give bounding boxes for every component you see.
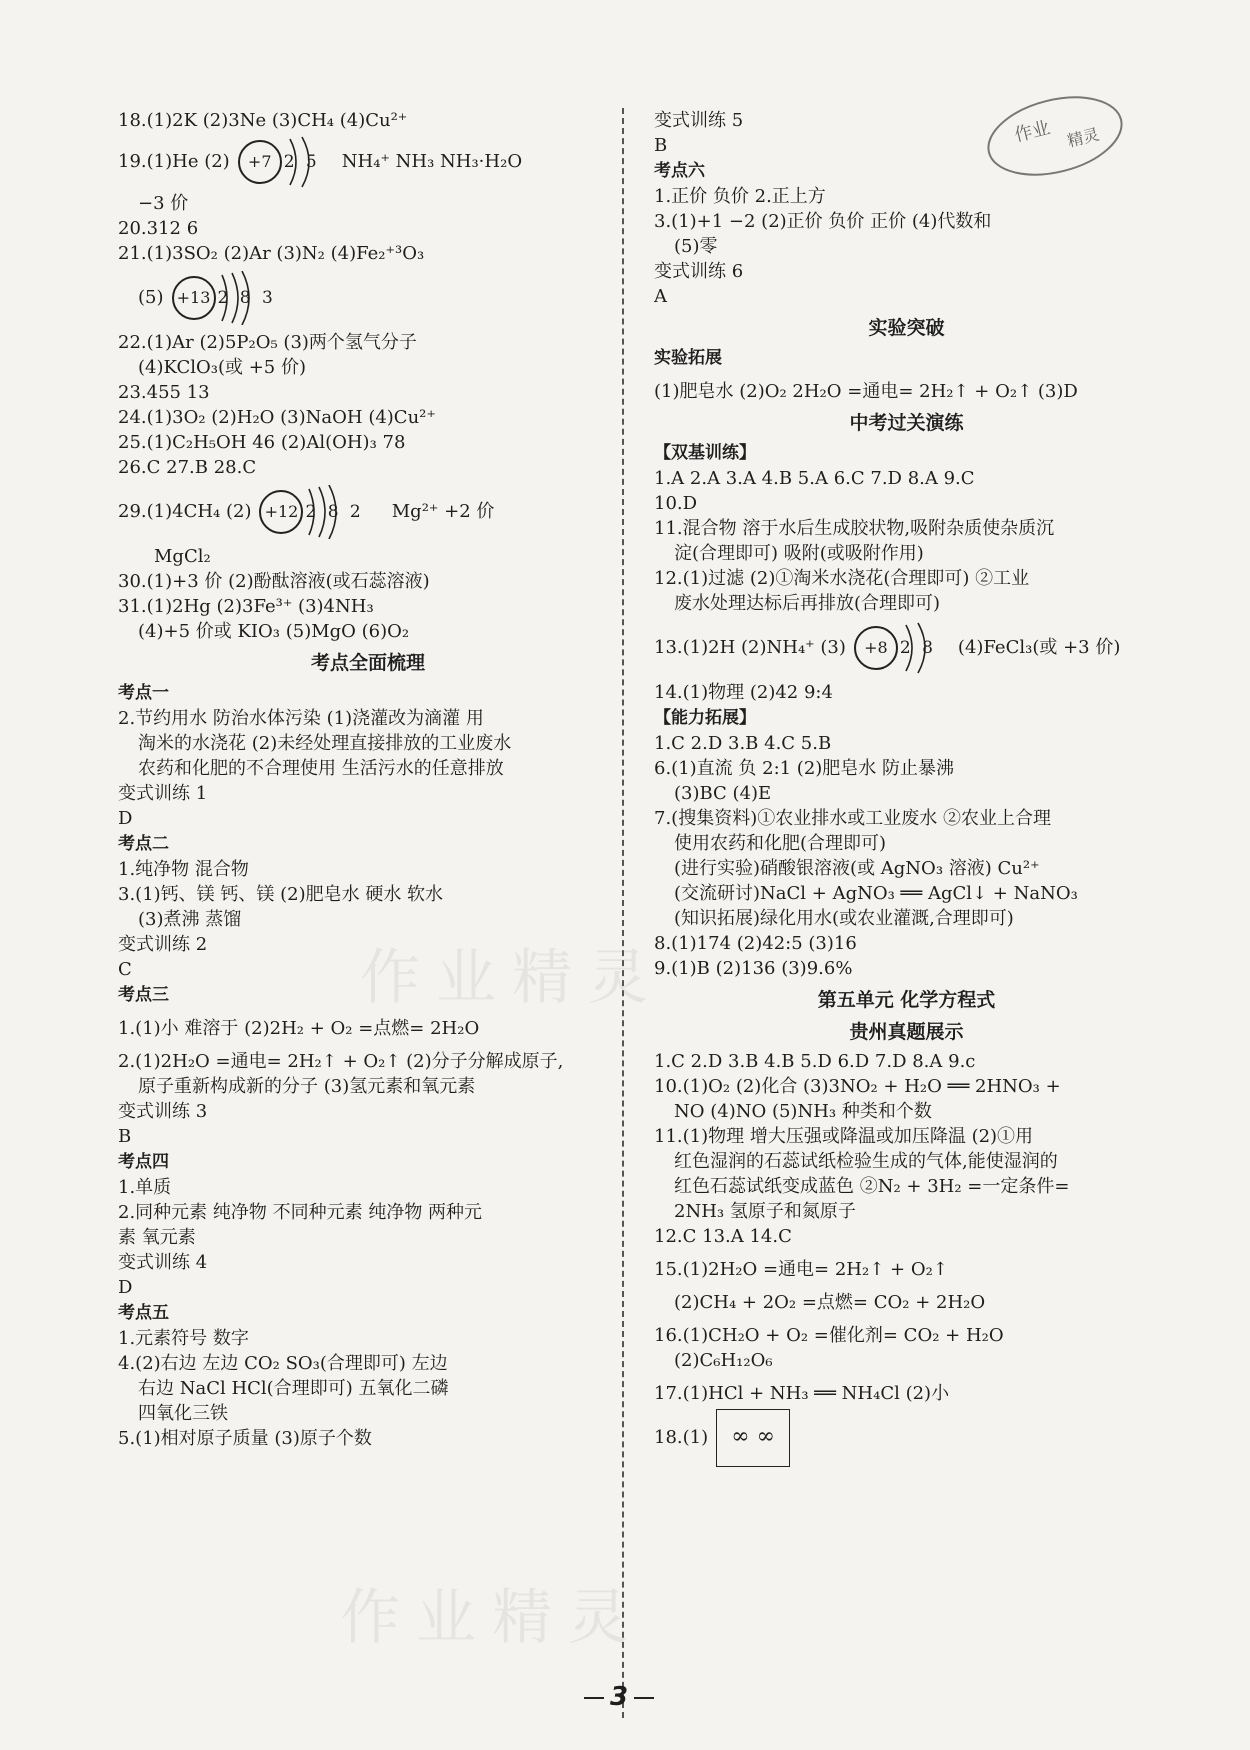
answer-line: 5.(1)相对原子质量 (3)原子个数 (118, 1428, 372, 1449)
answer-line: 10.D (654, 493, 698, 514)
answer-line: 1.单质 (118, 1177, 172, 1198)
answer-line: 素 氧元素 (118, 1227, 196, 1248)
answer-line: 变式训练 4 (118, 1252, 208, 1273)
answer-line: C (118, 959, 132, 980)
answer-line: 1.正价 负价 2.正上方 (654, 186, 826, 207)
subsection-title: 考点二 (118, 834, 169, 854)
answer-line: (5)零 (674, 236, 718, 257)
answer-line: 淘米的水浇花 (2)未经处理直接排放的工业废水 (138, 733, 512, 754)
answer-line: 8.(1)174 (2)42:5 (3)16 (654, 933, 857, 954)
answer-line: (2)CH₄ + 2O₂ =点燃= CO₂ + 2H₂O (674, 1292, 986, 1313)
electron-counts: 2 8 2 (305, 502, 364, 522)
answer-line: 变式训练 3 (118, 1101, 208, 1122)
answer-line: 变式训练 2 (118, 934, 208, 955)
answer-line: 24.(1)3O₂ (2)H₂O (3)NaOH (4)Cu²⁺ (118, 407, 436, 428)
answer-line: 9.(1)B (2)136 (3)9.6% (654, 958, 853, 979)
answer-line: 26.C 27.B 28.C (118, 457, 257, 478)
atom-structure-diagram (238, 133, 320, 191)
answer-line: 2NH₃ 氢原子和氮原子 (674, 1201, 856, 1222)
answer-line: 1.纯净物 混合物 (118, 859, 249, 880)
subsection-title: 考点一 (118, 683, 169, 703)
page-number: 3 (578, 1682, 660, 1712)
answer-line: 1.C 2.D 3.B 4.B 5.D 6.D 7.D 8.A 9.c (654, 1051, 976, 1072)
electron-counts: 2 5 (283, 152, 320, 172)
answer-line: (3)煮沸 蒸馏 (138, 909, 242, 930)
nucleus: +7 (238, 140, 282, 184)
answer-line (118, 266, 618, 330)
answer-line: 7.(搜集资料)①农业排水或工业废水 ②农业上合理 (654, 808, 1051, 829)
section-heading: 贵州真题展示 (849, 1021, 964, 1043)
answer-line: 11.(1)物理 增大压强或降温或加压降温 (2)①用 (654, 1126, 1034, 1147)
answer-text: NH₄⁺ NH₃ NH₃·H₂O (341, 151, 523, 172)
answer-line: 2.节约用水 防治水体污染 (1)浇灌改为滴灌 用 (118, 708, 484, 729)
svg-text:作业: 作业 (1012, 117, 1053, 147)
answer-line: 23.455 13 (118, 382, 210, 403)
subsection-title: 【双基训练】 (654, 443, 756, 463)
watermark: 作业精灵 (340, 1583, 644, 1653)
answer-line: (4)+5 价或 KIO₃ (5)MgO (6)O₂ (138, 621, 410, 642)
answer-line: 18.(1)2K (2)3Ne (3)CH₄ (4)Cu²⁺ (118, 110, 408, 131)
answer-line: 右边 NaCl HCl(合理即可) 五氧化二磷 (138, 1378, 449, 1399)
answer-line: (1)肥皂水 (2)O₂ 2H₂O =通电= 2H₂↑ + O₂↑ (3)D (654, 381, 1078, 402)
atom-structure-diagram (172, 266, 276, 330)
subsection-title: 考点三 (118, 985, 169, 1005)
answer-line: 使用农药和化肥(合理即可) (674, 833, 887, 854)
answer-line: 12.C 13.A 14.C (654, 1226, 792, 1247)
answer-line: 变式训练 1 (118, 783, 208, 804)
answer-line: (知识拓展)绿化用水(或农业灌溉,合理即可) (674, 908, 1014, 929)
nucleus: +12 (259, 490, 303, 534)
answer-line: 31.(1)2Hg (2)3Fe³⁺ (3)4NH₃ (118, 596, 374, 617)
answer-line: D (118, 1277, 133, 1298)
answer-text: (4)FeCl₃(或 +3 价) (957, 637, 1121, 658)
unit-heading: 第五单元 化学方程式 (817, 989, 996, 1011)
nucleus: +8 (854, 626, 898, 670)
answer-line: 20.312 6 (118, 218, 199, 239)
answer-line: 淀(合理即可) 吸附(或吸附作用) (674, 543, 924, 564)
answer-line: (2)C₆H₁₂O₆ (674, 1350, 773, 1371)
electron-counts: 2 8 3 (217, 288, 276, 308)
watermark: 作业精灵 (360, 943, 664, 1013)
section-heading: 实验突破 (868, 317, 945, 339)
answer-line: 4.(2)右边 左边 CO₂ SO₃(合理即可) 左边 (118, 1353, 448, 1374)
molecule-diagram-box: ∞ ∞ (716, 1409, 790, 1467)
answer-text: 19.(1)He (2) (118, 151, 230, 172)
subsection-title: 实验拓展 (654, 348, 722, 368)
answer-line (654, 1406, 1159, 1470)
section-heading: 考点全面梳理 (310, 652, 425, 674)
answer-line (118, 133, 618, 191)
answer-line: 17.(1)HCl + NH₃ ══ NH₄Cl (2)小 (654, 1383, 950, 1404)
answer-line: 变式训练 6 (654, 261, 744, 282)
answer-line: 1.A 2.A 3.A 4.B 5.A 6.C 7.D 8.A 9.C (654, 468, 975, 489)
svg-text:精灵: 精灵 (1065, 124, 1102, 151)
subsection-title: 【能力拓展】 (654, 708, 756, 728)
electron-counts: 2 8 (899, 638, 936, 658)
answer-line: B (654, 135, 668, 156)
answer-line: A (654, 286, 667, 307)
answer-line: 25.(1)C₂H₅OH 46 (2)Al(OH)₃ 78 (118, 432, 406, 453)
subsection-title: 考点六 (654, 161, 705, 181)
answer-line: (交流研讨)NaCl + AgNO₃ ══ AgCl↓ + NaNO₃ (674, 883, 1078, 904)
answer-line: 16.(1)CH₂O + O₂ =催化剂= CO₂ + H₂O (654, 1325, 1004, 1346)
answer-line: 农药和化肥的不合理使用 生活污水的任意排放 (138, 758, 504, 779)
answer-line: 15.(1)2H₂O =通电= 2H₂↑ + O₂↑ (654, 1259, 948, 1280)
answer-line: −3 价 (138, 193, 189, 214)
answer-text: 29.(1)4CH₄ (2) (118, 501, 252, 522)
answer-line: 22.(1)Ar (2)5P₂O₅ (3)两个氢气分子 (118, 332, 417, 353)
answer-line: 原子重新构成新的分子 (3)氢元素和氧元素 (138, 1076, 476, 1097)
answer-line: MgCl₂ (154, 546, 211, 567)
answer-text: 18.(1) (654, 1427, 709, 1448)
answer-line: NO (4)NO (5)NH₃ 种类和个数 (674, 1101, 932, 1122)
column-divider (622, 108, 624, 1718)
nucleus: +13 (172, 276, 216, 320)
answer-line: 21.(1)3SO₂ (2)Ar (3)N₂ (4)Fe₂⁺³O₃ (118, 243, 425, 264)
atom-structure-diagram (854, 616, 936, 680)
answer-text: 13.(1)2H (2)NH₄⁺ (3) (654, 637, 846, 658)
subsection-title: 考点五 (118, 1303, 169, 1323)
atom-structure-diagram (259, 480, 363, 544)
answer-line: 红色石蕊试纸变成蓝色 ②N₂ + 3H₂ =一定条件= (674, 1176, 1070, 1197)
answer-line: 11.混合物 溶于水后生成胶状物,吸附杂质使杂质沉 (654, 518, 1055, 539)
answer-line: 30.(1)+3 价 (2)酚酞溶液(或石蕊溶液) (118, 571, 430, 592)
answer-text: (5) (138, 287, 164, 308)
answer-line: 四氧化三铁 (138, 1403, 228, 1424)
section-heading: 中考过关演练 (849, 412, 964, 434)
subsection-title: 考点四 (118, 1152, 169, 1172)
answer-line: 变式训练 5 (654, 110, 744, 131)
answer-line: 10.(1)O₂ (2)化合 (3)3NO₂ + H₂O ══ 2HNO₃ + (654, 1076, 1061, 1097)
answer-line: 12.(1)过滤 (2)①淘米水浇花(合理即可) ②工业 (654, 568, 1030, 589)
answer-line: B (118, 1126, 132, 1147)
answer-line: 1.C 2.D 3.B 4.C 5.B (654, 733, 832, 754)
answer-line: 2.(1)2H₂O =通电= 2H₂↑ + O₂↑ (2)分子分解成原子, (118, 1051, 564, 1072)
answer-line: 6.(1)直流 负 2:1 (2)肥皂水 防止暴沸 (654, 758, 955, 779)
answer-line: 14.(1)物理 (2)42 9:4 (654, 682, 833, 703)
answer-line: 1.元素符号 数字 (118, 1328, 249, 1349)
answer-line: 废水处理达标后再排放(合理即可) (674, 593, 941, 614)
answer-line: 3.(1)钙、镁 钙、镁 (2)肥皂水 硬水 软水 (118, 884, 444, 905)
answer-line (118, 480, 618, 544)
answer-line: 3.(1)+1 −2 (2)正价 负价 正价 (4)代数和 (654, 211, 992, 232)
answer-line: D (118, 808, 133, 829)
answer-line: 红色湿润的石蕊试纸检验生成的气体,能使湿润的 (674, 1151, 1058, 1172)
answer-line: (3)BC (4)E (674, 783, 772, 804)
right-column (654, 108, 1159, 1470)
answer-text: Mg²⁺ +2 价 (391, 501, 495, 522)
answer-line: 1.(1)小 难溶于 (2)2H₂ + O₂ =点燃= 2H₂O (118, 1018, 480, 1039)
answer-line (654, 616, 1159, 680)
answer-line: (进行实验)硝酸银溶液(或 AgNO₃ 溶液) Cu²⁺ (674, 858, 1040, 879)
answer-line: (4)KClO₃(或 +5 价) (138, 357, 306, 378)
left-column (118, 108, 618, 1451)
answer-line: 2.同种元素 纯净物 不同种元素 纯净物 两种元 (118, 1202, 483, 1223)
